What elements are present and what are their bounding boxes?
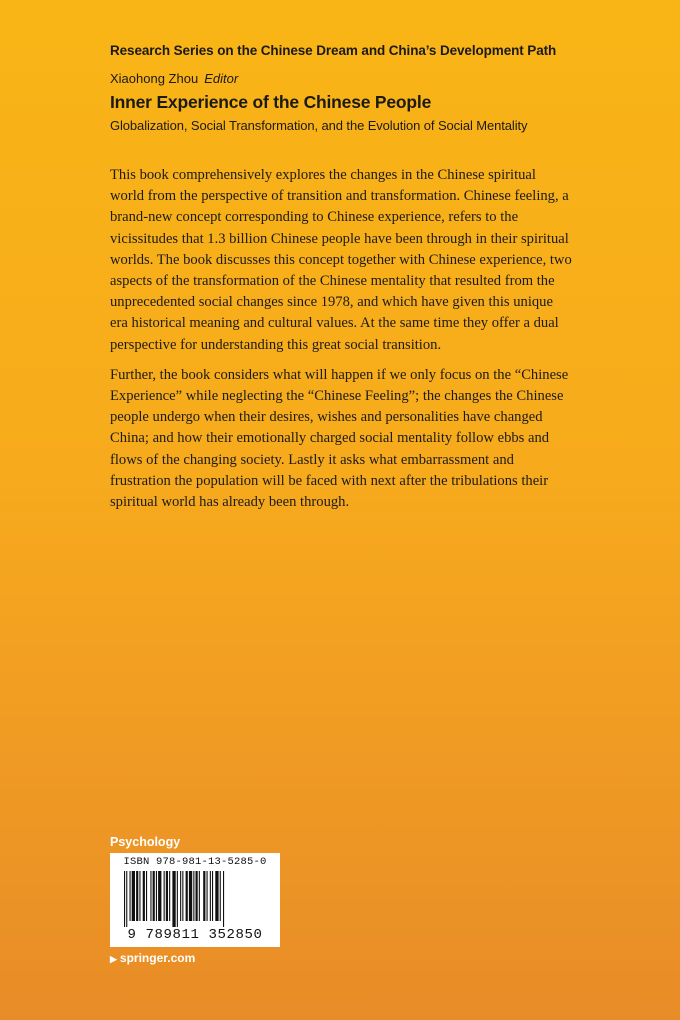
blurb [110, 165, 572, 522]
book-subtitle: Globalization, Social Transformation, and the Evolution of Social Mentality [110, 118, 528, 133]
subject-label: Psychology [110, 835, 181, 849]
editor-role: Editor [204, 71, 239, 86]
editor-name: Xiaohong Zhou [110, 71, 199, 86]
series-title: Research Series on the Chinese Dream and China’s Development Path [110, 43, 557, 58]
isbn-label: ISBN 978-981-13-5285-0 [123, 856, 267, 868]
blurb-paragraph-1: This book comprehensively explores the changes in the Chinese spiritual world from the perspective of transition and transformation. Chinese feeling, a brand-new concept corresponding to Chinese experience, refers to the vicissitudes that 1.3 billion Chinese people have been through in their spiritual worlds. The book discusses this concept together with Chinese experience, two aspects of the transformation of the Chinese mentality that resulted from the unprecedented social changes since 1978, and which have given this unique era historical meaning and cultural values. At the same time they offer a dual perspective for understanding this great social transition. [110, 167, 572, 353]
website-text: springer.com [119, 951, 196, 965]
triangle-arrow-icon: ▶ [110, 954, 117, 964]
barcode-digits: 9 789811 352850 [127, 927, 263, 943]
barcode-bars-icon [122, 871, 272, 927]
editor-line [110, 71, 238, 86]
book-title: Inner Experience of the Chinese People [110, 92, 432, 112]
blurb-paragraph-2: Further, the book considers what will happen if we only focus on the “Chinese Experience” while neglecting the “Chinese Feeling”; the changes the Chinese people undergo when their desires, wishes and personalities have changed China; and how their emotionally charged social mentality follow ebbs and flows of the changing society. Lastly it asks what embarrassment and frustration the population will be faced with next after the tribulations their spiritual world has already been through. [110, 366, 569, 511]
barcode-box [110, 853, 280, 947]
website-link[interactable] [110, 951, 195, 965]
